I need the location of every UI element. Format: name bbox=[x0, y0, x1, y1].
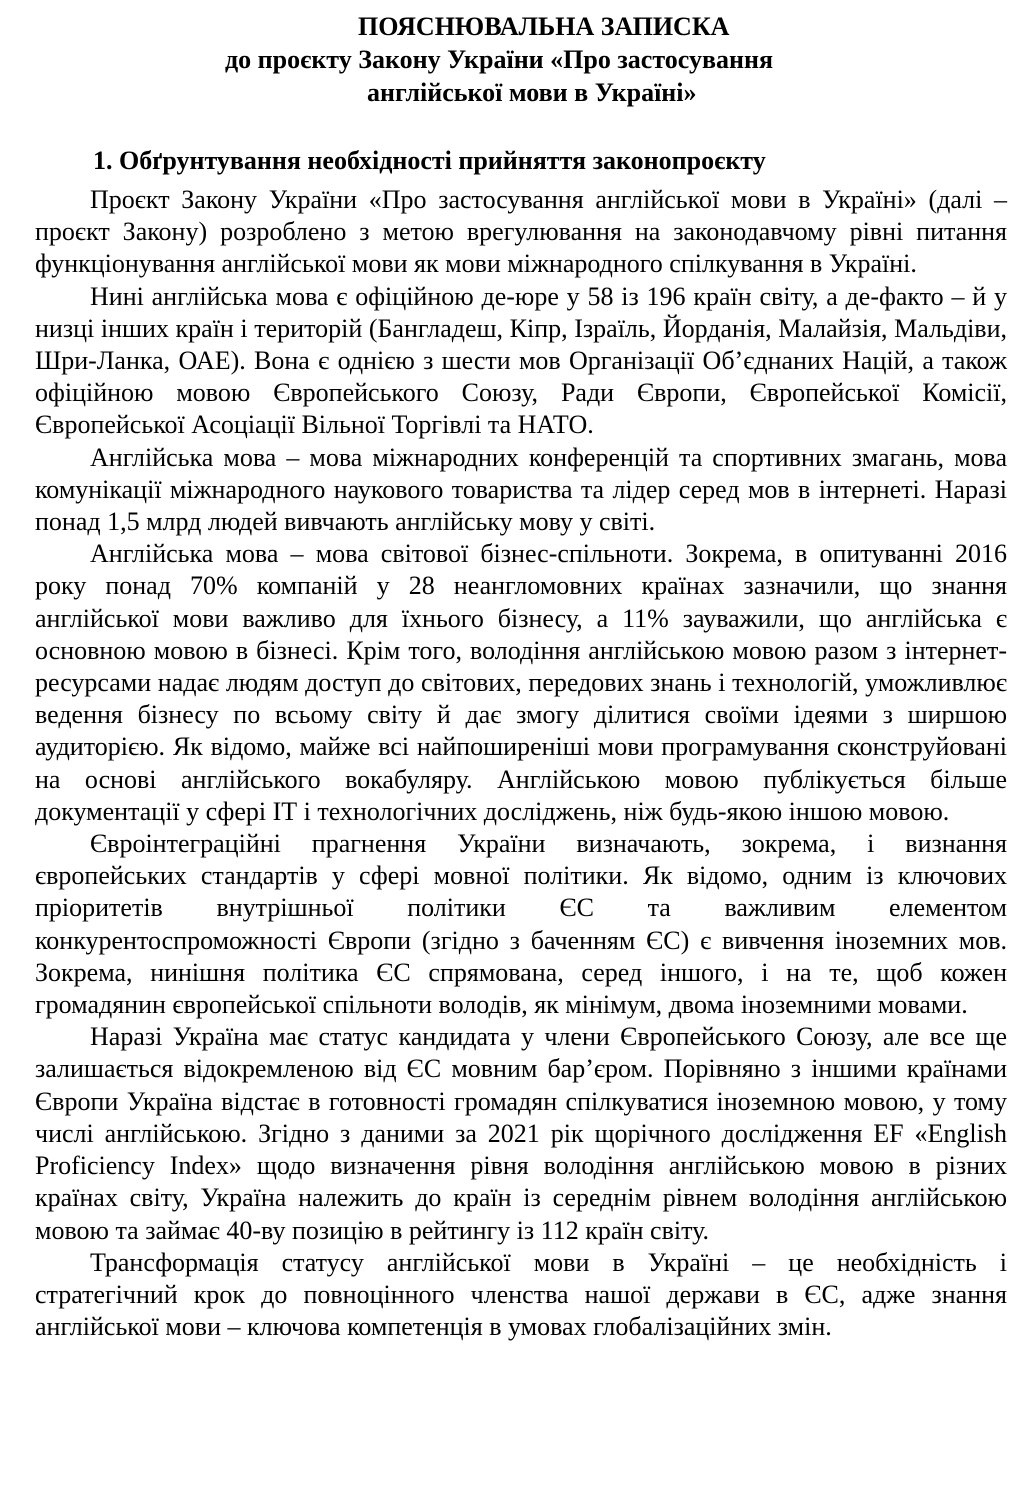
section-heading: 1. Обґрунтування необхідності прийняття законопроєкту bbox=[93, 146, 766, 175]
title-line-2: до проєкту Закону України «Про застосування bbox=[225, 45, 774, 74]
paragraph-7: Трансформація статусу англійської мови в Україні – це необхідність і стратегічний крок до повноцінного членства нашої держави в ЄС, адже знання англійської мови – ключова компетенція в умовах глобалізаційних змін. bbox=[35, 1247, 1007, 1342]
paragraph-5: Євроінтеграційні прагнення України визначають, зокрема, і визнання європейських стандартів у сфері мовної політики. Як відомо, одним із ключових пріоритетів внутрішньої політики ЄС та важливим елементом конкурентоспроможності Європи (згідно з баченням ЄС) є вивчення іноземних мов. Зокрема, нинішня політика ЄС спрямована, серед іншого, і на те, щоб кожен громадянин європейської спільноти володів, як мінімум, двома іноземними мовами. bbox=[35, 829, 1007, 1020]
title-line-1: ПОЯСНЮВАЛЬНА ЗАПИСКА bbox=[358, 12, 730, 41]
paragraph-1: Проєкт Закону України «Про застосування англійської мови в Україні» (далі – проєкт Закону) розроблено з метою врегулювання на законодавчому рівні питання функціонування англійської мови як мови міжнародного спілкування в Україні. bbox=[35, 185, 1007, 279]
paragraph-6: Наразі Україна має статус кандидата у члени Європейського Союзу, але все ще залишається відокремленою від ЄС мовним бар’єром. Порівняно з іншими країнами Європи Україна відстає в готовності громадян спілкуватися іноземною мовою, у тому числі англійською. Згідно з даними за 2021 рік щорічного дослідження EF «English Proficiency Index» щодо визначення рівня володіння англійською мовою в різних країнах світу, Україна належить до країн із середнім рівнем володіння англійською мовою та займає 40-ву позицію в рейтингу із 112 країн світу. bbox=[35, 1022, 1007, 1245]
title-line-3: англійської мови в Україні» bbox=[367, 78, 697, 107]
paragraph-3: Англійська мова – мова міжнародних конференцій та спортивних змагань, мова комунікації міжнародного наукового товариства та лідер серед мов в інтернеті. Наразі понад 1,5 млрд людей вивчають англійську мову у світі. bbox=[35, 442, 1007, 537]
document-body bbox=[35, 184, 1007, 1343]
paragraph-2: Нині англійська мова є офіційною де-юре у 58 із 196 країн світу, а де-факто – й у низці інших країн і територій (Бангладеш, Кіпр, Ізраїль, Йорданія, Малайзія, Мальдіви, Шри-Ланка, ОАЕ). Вона є однією з шести мов Організації Об’єднаних Націй, а також офіційною мовою Європейського Союзу, Ради Європи, Європейської Комісії, Європейської Асоціації Вільної Торгівлі та НАТО. bbox=[35, 281, 1007, 440]
paragraph-4: Англійська мова – мова світової бізнес-спільноти. Зокрема, в опитуванні 2016 року понад 70% компаній у 28 неангломовних країнах зазначили, що знання англійської мови важливо для їхнього бізнесу, а 11% зауважили, що англійська є основною мовою в бізнесі. Крім того, володіння англійською мовою разом з інтернет-ресурсами надає людям доступ до світових, передових знань і технологій, уможливлює ведення бізнесу по всьому світу й дає змогу ділитися своїми ідеями з ширшою аудиторією. Як відомо, майже всі найпоширеніші мови програмування сконструйовані на основі англійського вокабуляру. Англійською мовою публікується більше документації у сфері ІТ і технологічних досліджень, ніж будь-якою іншою мовою. bbox=[35, 539, 1007, 826]
